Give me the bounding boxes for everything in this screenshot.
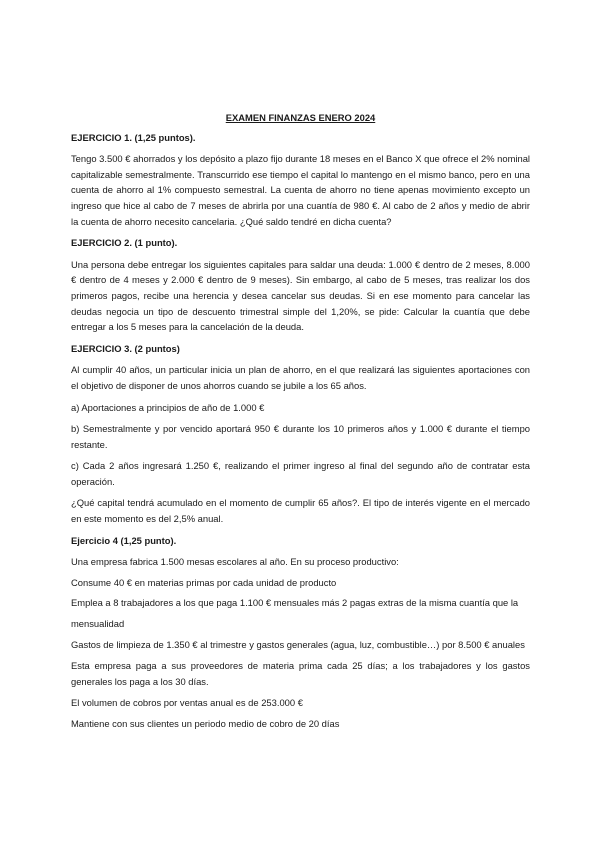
exercise-4-line: Gastos de limpieza de 1.350 € al trimestre y gastos generales (agua, luz, combustible…) por 8.500 € anuales (71, 638, 525, 650)
exercise-3-item-b: b) Semestralmente y por vencido aportará 950 € durante los 10 primeros años y 1.000 € durante el tiempo restante. (71, 423, 530, 450)
exercise-4-line: Esta empresa paga a sus proveedores de materia prima cada 25 días; a los trabajadores y los gastos generales los paga a los 30 días. (71, 660, 530, 687)
exercise-2-paragraph: Una persona debe entregar los siguientes capitales para saldar una deuda: 1.000 € dentro de 2 meses, 8.000 € dentro de 4 meses y 2.000 € dentro de 9 meses). Sin embargo, al cabo de 5 meses, tras realizar los dos primeros pagos, recibe una herencia y desea cancelar sus deudas. Si en ese momento para cancelar las deudas negocia un tipo de descuento trimestral simple del 1,20%, se pide: Calcular la cuantía que debe entregar a los 5 meses para la cancelación de la deuda. (71, 258, 530, 333)
exercise-4-line: Consume 40 € en materias primas por cada unidad de producto (71, 576, 337, 588)
exercise-4-line: Emplea a 8 trabajadores a los que paga 1.100 € mensuales más 2 pagas extras de la misma cuantía que la (71, 597, 519, 609)
exercise-4-line: Mantiene con sus clientes un periodo medio de cobro de 20 días (71, 718, 340, 729)
exercise-4-line: Una empresa fabrica 1.500 mesas escolares al año. En su proceso productivo: (71, 556, 399, 568)
exercise-4-line: mensualidad (71, 618, 125, 630)
exercise-4-heading: Ejercicio 4 (1,25 punto). (71, 534, 177, 546)
exercise-1-heading: EJERCICIO 1. (1,25 puntos). (71, 131, 196, 143)
exercise-3-item-c: c) Cada 2 años ingresará 1.250 €, realizando el primer ingreso al final del segundo año de contratar esta operación. (71, 460, 530, 487)
document-title: EXAMEN FINANZAS ENERO 2024 (225, 112, 376, 123)
exercise-1-paragraph: Tengo 3.500 € ahorrados y los depósito a plazo fijo durante 18 meses en el Banco X que ofrece el 2% nominal capitalizable semestralmente. Transcurrido ese tiempo el capital lo mantengo en el mismo banco, pero en una cuenta de ahorro al 1% compuesto semestral. La cuenta de ahorro no tiene apenas movimiento excepto un ingreso que hice al cabo de 7 meses de abrirla por una cuantía de 980 €. Al cabo de 2 años y medio de abrir la cuenta de ahorro necesito cancelaria. ¿Qué saldo tendré en dicha cuenta? (71, 153, 530, 227)
exercise-3-item-a: a) Aportaciones a principios de año de 1.000 € (71, 401, 265, 413)
exercise-3-heading: EJERCICIO 3. (2 puntos) (71, 342, 180, 354)
document-body (71, 110, 530, 737)
exercise-3-question: ¿Qué capital tendrá acumulado en el momento de cumplir 65 años?. El tipo de interés vigente en el mercado en este momento es del 2,5% anual. (71, 497, 530, 525)
exercise-4-line: El volumen de cobros por ventas anual es de 253.000 € (71, 697, 303, 709)
exercise-3-intro: Al cumplir 40 años, un particular inicia un plan de ahorro, en el que realizará las siguientes aportaciones con el objetivo de disponer de unos ahorros cuando se jubile a los 65 años. (71, 364, 530, 391)
exercise-2-heading: EJERCICIO 2. (1 punto). (71, 237, 178, 249)
